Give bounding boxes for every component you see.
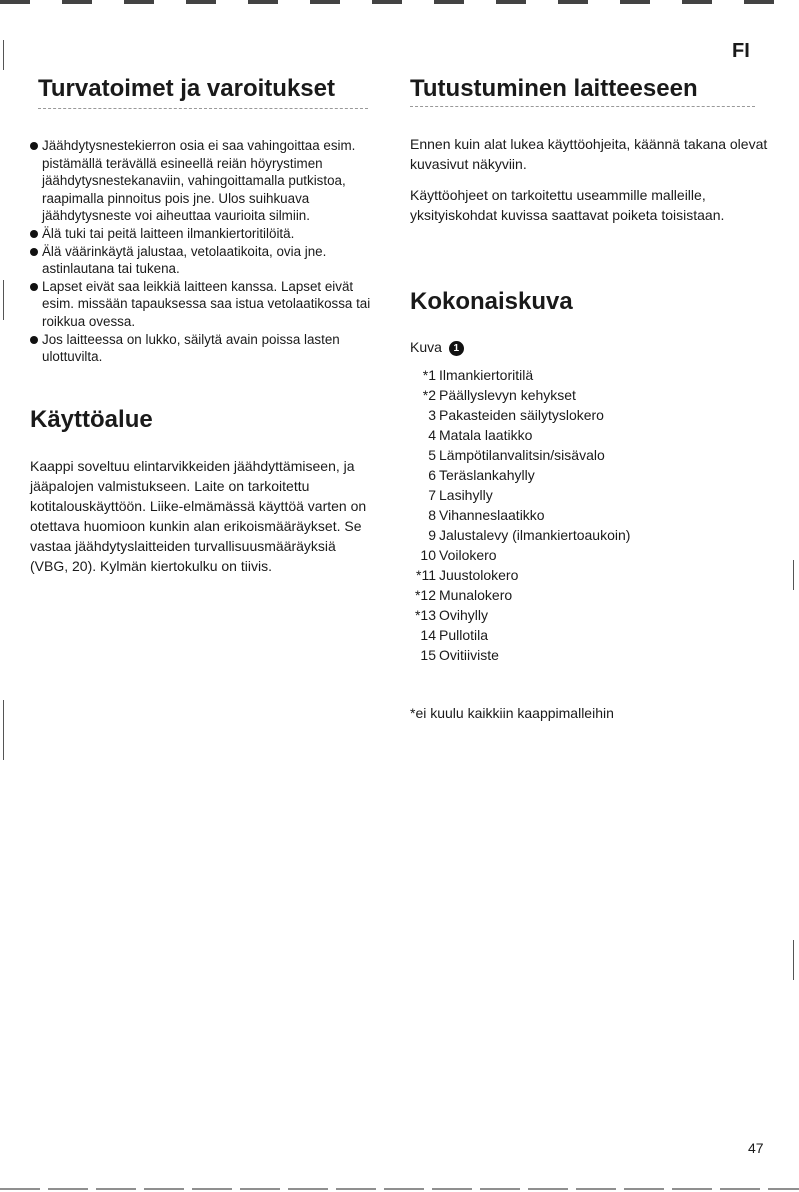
list-item bbox=[410, 485, 770, 505]
usage-heading: Käyttöalue bbox=[30, 405, 153, 433]
list-item bbox=[410, 405, 770, 425]
models-footnote: *ei kuulu kaikkiin kaappimalleihin bbox=[410, 704, 614, 721]
scan-edge-mark bbox=[3, 700, 4, 760]
part-label: Ilmankiertoritilä bbox=[439, 366, 534, 383]
intro-paragraph-1: Ennen kuin alat lukea käyttöohjeita, käännä takana olevat kuvasivut näkyviin. bbox=[410, 136, 768, 172]
part-label: Pullotila bbox=[439, 626, 489, 643]
list-item: Jos laitteessa on lukko, säilytä avain poissa lasten ulottuvilta. bbox=[30, 331, 375, 366]
top-page-rule bbox=[0, 0, 799, 4]
part-label: Teräslankahylly bbox=[439, 466, 535, 483]
part-number: 7 bbox=[428, 486, 436, 503]
part-number: *2 bbox=[422, 386, 436, 403]
part-label: Munalokero bbox=[439, 586, 513, 603]
part-number: 14 bbox=[420, 626, 436, 643]
overview-heading: Kokonaiskuva bbox=[410, 288, 573, 315]
part-number: 8 bbox=[428, 506, 436, 523]
part-label: Päällyslevyn kehykset bbox=[439, 386, 576, 403]
list-item bbox=[410, 445, 770, 465]
part-label: Ovitiiviste bbox=[439, 646, 499, 663]
list-item bbox=[410, 605, 770, 625]
list-item: Jäähdytysnestekierron osia ei saa vahingoittaa esim. pistämällä terävällä esineellä reiän höyrystimen jäähdytysnestekanaviin, vahingoittamalla putkistoa, raapimalla pinnoitus pois jne. Ulos suihkuava jäähdytysneste voi aiheuttaa vaurioita silmiin. bbox=[30, 137, 375, 225]
part-number: 9 bbox=[428, 526, 436, 543]
list-item bbox=[410, 385, 770, 405]
list-item bbox=[410, 585, 770, 605]
part-number: 6 bbox=[428, 466, 436, 483]
part-number: *13 bbox=[414, 606, 436, 623]
safety-heading: Turvatoimet ja varoitukset bbox=[38, 72, 368, 109]
figure-reference bbox=[410, 337, 770, 357]
list-item bbox=[410, 565, 770, 585]
scan-edge-mark bbox=[793, 560, 794, 590]
list-item bbox=[410, 625, 770, 645]
part-label: Ovihylly bbox=[439, 606, 489, 623]
list-item bbox=[410, 645, 770, 665]
list-item: Älä tuki tai peitä laitteen ilmankiertoritilöitä. bbox=[30, 225, 375, 243]
page-number: 47 bbox=[748, 1140, 764, 1156]
list-item bbox=[410, 525, 770, 545]
part-label: Matala laatikko bbox=[439, 426, 533, 443]
part-number: 15 bbox=[420, 646, 436, 663]
bottom-page-rule bbox=[0, 1188, 799, 1190]
part-label: Jalustalevy (ilmankiertoaukoin) bbox=[439, 526, 631, 543]
safety-bullet-list bbox=[30, 137, 375, 366]
right-column bbox=[410, 72, 770, 737]
part-number: *12 bbox=[414, 586, 436, 603]
intro-heading: Tutustuminen laitteeseen bbox=[410, 72, 755, 107]
list-item: Älä väärinkäytä jalustaa, vetolaatikoita, ovia jne. astinlautana tai tukena. bbox=[30, 243, 375, 278]
part-label: Lasihylly bbox=[439, 486, 493, 503]
list-item bbox=[410, 465, 770, 485]
part-label: Juustolokero bbox=[439, 566, 519, 583]
list-item bbox=[410, 545, 770, 565]
part-label: Voilokero bbox=[439, 546, 497, 563]
part-number: 3 bbox=[428, 406, 436, 423]
figure-number-badge: 1 bbox=[449, 341, 464, 356]
part-label: Pakasteiden säilytyslokero bbox=[439, 406, 604, 423]
intro-paragraph-2: Käyttöohjeet on tarkoitettu useammille malleille, yksityiskohdat kuvissa saattavat poiketa toisistaan. bbox=[410, 187, 725, 223]
figure-label: Kuva bbox=[410, 338, 442, 355]
scan-edge-mark bbox=[3, 280, 4, 320]
list-item: Lapset eivät saa leikkiä laitteen kanssa. Lapset eivät esim. missään tapauksessa saa istua vetolaatikossa tai roikkua ovessa. bbox=[30, 278, 375, 331]
part-number: 4 bbox=[428, 426, 436, 443]
scan-edge-mark bbox=[793, 940, 794, 980]
list-item bbox=[410, 505, 770, 525]
scan-edge-mark bbox=[3, 40, 4, 70]
list-item bbox=[410, 365, 770, 385]
parts-list bbox=[410, 365, 770, 665]
left-column bbox=[30, 72, 375, 576]
usage-paragraph: Kaappi soveltuu elintarvikkeiden jäähdyttämiseen, ja jääpalojen valmistukseen. Laite on tarkoitettu kotitalouskäyttöön. Liike-elmämässä käyttöä varten on otettava huomioon kunkin alan erikoismääräykset. Se vastaa jäähdytyslaitteiden turvallisuusmääräyksiä (VBG, 20). Kylmän kiertokulku on tiivis. bbox=[30, 457, 367, 574]
language-code: FI bbox=[732, 40, 750, 62]
part-label: Lämpötilanvalitsin/sisävalo bbox=[439, 446, 605, 463]
part-number: 5 bbox=[428, 446, 436, 463]
part-label: Vihanneslaatikko bbox=[439, 506, 545, 523]
part-number: 10 bbox=[420, 546, 436, 563]
part-number: *1 bbox=[422, 366, 436, 383]
list-item bbox=[410, 425, 770, 445]
part-number: *11 bbox=[416, 566, 436, 583]
